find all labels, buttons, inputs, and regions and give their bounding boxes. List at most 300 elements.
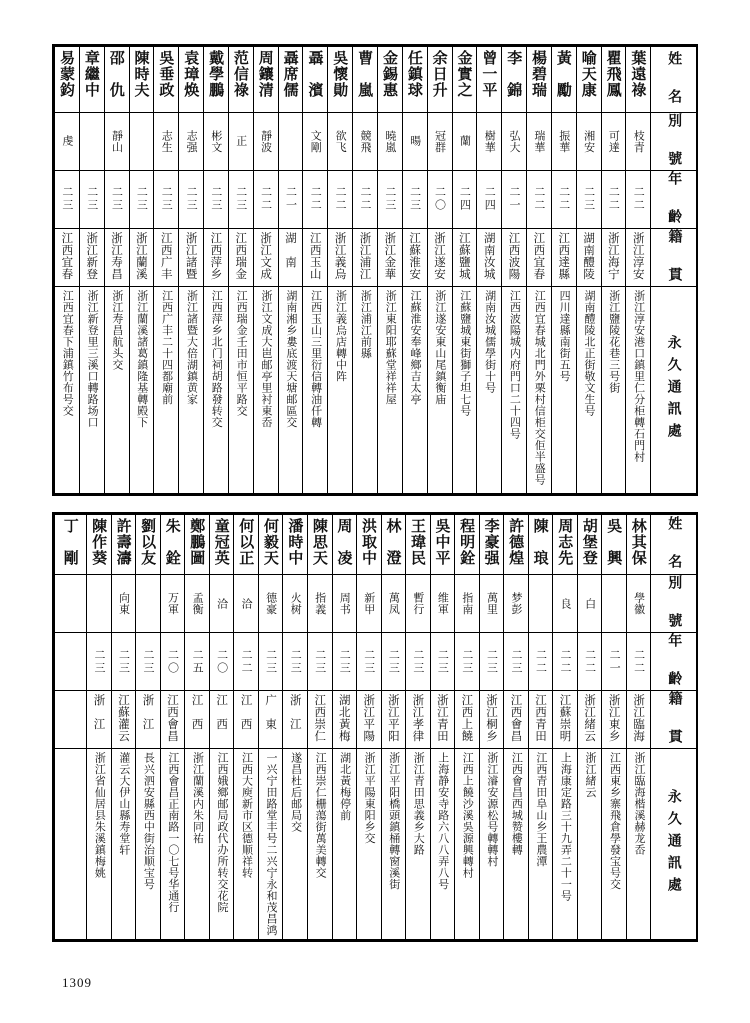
- age-text: 二三: [135, 186, 149, 213]
- cell-age: [452, 170, 477, 228]
- address-text: 湖南汝城儒學街十号: [483, 289, 497, 394]
- cell-age: [551, 170, 576, 228]
- cell-origin: [553, 691, 578, 749]
- age-text: 二三: [289, 648, 303, 675]
- address-text: 浙江平阳橋頭鎮桶轉窗溪街: [387, 752, 401, 891]
- address-text: 江西會昌正南路一〇七号华通行: [166, 752, 180, 914]
- name-text: 潘時中: [286, 518, 305, 566]
- cell-name: [234, 515, 259, 575]
- origin-text: 广 東: [264, 694, 279, 731]
- name-text: 陳思天: [310, 518, 329, 566]
- registry-table: [54, 46, 696, 494]
- origin-text: 浙江新登: [85, 231, 100, 280]
- cell-name: [601, 47, 626, 113]
- header-address: [651, 749, 696, 940]
- registry-table-bottom: [52, 512, 698, 942]
- cell-age: [455, 633, 480, 691]
- origin-text: 浙江遂安: [433, 231, 448, 280]
- alias-text: 火树: [289, 592, 303, 616]
- cell-alias: [527, 112, 552, 170]
- cell-age: [528, 633, 553, 691]
- cell-origin: [551, 228, 576, 286]
- cell-name: [111, 515, 136, 575]
- name-text: 戴學鵬: [207, 50, 226, 98]
- cell-name: [477, 47, 502, 113]
- cell-origin: [601, 228, 626, 286]
- cell-address: [601, 286, 626, 493]
- address-text: 江西娥鄉邮局政代办所转交花院: [215, 752, 229, 914]
- address-text: 江蘇淮安奉峰鄉吉太亭: [409, 289, 423, 405]
- row-alias: [55, 112, 697, 170]
- cell-origin: [136, 691, 161, 749]
- cell-name: [353, 47, 378, 113]
- address-text: 湖北黃梅停前: [338, 752, 352, 822]
- cell-alias: [228, 112, 253, 170]
- alias-text: 靜山: [110, 129, 124, 153]
- cell-name: [402, 47, 427, 113]
- origin-text: 江西會昌: [166, 694, 181, 743]
- cell-address: [357, 749, 382, 940]
- cell-age: [353, 170, 378, 228]
- cell-origin: [381, 691, 406, 749]
- name-text: 許壽濤: [114, 518, 133, 566]
- cell-age: [185, 633, 210, 691]
- cell-origin: [160, 691, 185, 749]
- cell-origin: [179, 228, 204, 286]
- name-text: 何毅天: [261, 518, 280, 566]
- cell-age: [527, 170, 552, 228]
- cell-origin: [528, 691, 553, 749]
- origin-text: 江西達縣: [557, 231, 572, 280]
- header-alias: [651, 112, 696, 170]
- address-text: 江西東乡寨飛倉學發宝号交: [608, 752, 622, 891]
- cell-origin: [129, 228, 154, 286]
- cell-age: [308, 633, 333, 691]
- cell-age: [204, 170, 229, 228]
- age-text: 二三: [582, 186, 596, 213]
- cell-origin: [455, 691, 480, 749]
- address-text: 江西青田阜山乡王農潭: [534, 752, 548, 868]
- cell-origin: [55, 228, 80, 286]
- row-name: [55, 515, 697, 575]
- name-text: 金實之: [455, 50, 474, 98]
- name-text: 章繼中: [82, 50, 101, 98]
- cell-address: [328, 286, 353, 493]
- address-text: 江西瑞金壬田市恒平路交: [235, 289, 249, 417]
- address-text: 江西大庾新市区德顺祥转: [240, 752, 254, 879]
- name-text: 鄭鵬圖: [188, 518, 207, 566]
- name-text: 洪取中: [359, 518, 378, 566]
- cell-name: [55, 47, 80, 113]
- origin-text: 江蘇崇明: [558, 694, 573, 743]
- cell-origin: [283, 691, 308, 749]
- name-text: 王瑋民: [409, 518, 427, 566]
- cell-name: [204, 47, 229, 113]
- origin-text: 湖南汝城: [482, 231, 497, 280]
- cell-address: [185, 749, 210, 940]
- cell-alias: [253, 112, 278, 170]
- row-age: [55, 633, 697, 691]
- cell-alias: [303, 112, 328, 170]
- cell-address: [204, 286, 229, 493]
- address-text: 江西广丰二十四都廟前: [160, 289, 174, 405]
- cell-origin: [332, 691, 357, 749]
- cell-name: [626, 47, 651, 113]
- origin-text: 浙江孝律: [411, 694, 426, 743]
- header-origin: [651, 228, 696, 286]
- cell-address: [452, 286, 477, 493]
- alias-text: 向東: [117, 592, 131, 616]
- alias-text: 曉嵐: [383, 129, 397, 153]
- alias-text: 志生: [160, 129, 174, 153]
- age-text: 二三: [387, 648, 401, 675]
- age-text: 二四: [458, 186, 472, 213]
- alias-text: 暫行: [411, 592, 425, 616]
- cell-name: [104, 47, 129, 113]
- cell-age: [576, 170, 601, 228]
- alias-text: 彬文: [209, 129, 223, 153]
- age-text: 二三: [338, 648, 352, 675]
- cell-origin: [308, 691, 333, 749]
- name-text: 林其保: [629, 518, 648, 566]
- cell-age: [601, 170, 626, 228]
- cell-alias: [504, 575, 529, 633]
- cell-name: [455, 515, 480, 575]
- alias-text: 指南: [460, 592, 474, 616]
- cell-origin: [626, 691, 651, 749]
- origin-text: 江蘇灌云: [116, 694, 131, 743]
- origin-text: 江西上饒: [460, 694, 475, 743]
- age-text: 二〇: [433, 186, 447, 213]
- cell-name: [160, 515, 185, 575]
- age-text: 二二: [607, 186, 621, 213]
- age-text: 二三: [209, 186, 223, 213]
- origin-text: 浙江平阳: [386, 694, 401, 743]
- cell-origin: [427, 228, 452, 286]
- origin-text: 江西宜春: [60, 231, 75, 280]
- origin-text: 浙 江: [92, 694, 107, 731]
- cell-alias: [55, 112, 80, 170]
- cell-age: [79, 170, 104, 228]
- cell-name: [626, 515, 651, 575]
- origin-text: 浙江諸暨: [184, 231, 199, 280]
- address-text: 浙江新登里三溪口轉路场口: [86, 289, 100, 428]
- age-text: 二三: [110, 186, 124, 213]
- alias-text: 正: [234, 135, 248, 147]
- name-text: 周鑲清: [256, 50, 275, 98]
- cell-name: [528, 515, 553, 575]
- cell-address: [502, 286, 527, 493]
- alias-text: 萬里: [485, 592, 499, 616]
- alias-text: 振華: [557, 129, 571, 153]
- cell-age: [104, 170, 129, 228]
- cell-name: [328, 47, 353, 113]
- cell-address: [258, 749, 283, 940]
- origin-text: 浙 江: [288, 694, 303, 731]
- age-text: 二一: [608, 648, 622, 675]
- origin-text: 浙江青田: [435, 694, 450, 743]
- cell-origin: [104, 228, 129, 286]
- name-text: 何以正: [237, 518, 256, 566]
- age-text: 二四: [483, 186, 497, 213]
- cell-address: [553, 749, 578, 940]
- alias-text: 蘭: [458, 135, 472, 147]
- header-age-text: 年 齡: [666, 170, 683, 228]
- cell-age: [179, 170, 204, 228]
- header-name: [651, 515, 696, 575]
- cell-address: [283, 749, 308, 940]
- age-text: 二三: [436, 648, 450, 675]
- cell-age: [381, 633, 406, 691]
- cell-age: [154, 170, 179, 228]
- age-text: 二二: [534, 648, 548, 675]
- cell-address: [430, 749, 455, 940]
- cell-alias: [502, 112, 527, 170]
- cell-origin: [204, 228, 229, 286]
- cell-age: [209, 633, 234, 691]
- cell-name: [504, 515, 529, 575]
- alias-text: 競飛: [358, 129, 372, 153]
- age-text: 二三: [313, 648, 327, 675]
- cell-alias: [601, 112, 626, 170]
- cell-alias: [87, 575, 112, 633]
- name-text: 陳時夫: [132, 50, 151, 98]
- age-text: 二一: [284, 186, 298, 213]
- cell-age: [477, 170, 502, 228]
- name-text: 范信祿: [231, 50, 250, 98]
- header-alias-text: 別 號: [666, 575, 683, 633]
- origin-text: 江蘇淮安: [408, 231, 423, 280]
- cell-address: [477, 286, 502, 493]
- cell-name: [228, 47, 253, 113]
- cell-origin: [626, 228, 651, 286]
- cell-alias: [185, 575, 210, 633]
- address-text: 浙江蘭溪内朱同祐: [191, 752, 205, 845]
- page-folio: 1309: [62, 975, 92, 990]
- cell-address: [253, 286, 278, 493]
- cell-address: [154, 286, 179, 493]
- cell-address: [626, 286, 651, 493]
- address-text: 湖南湘乡婁底渡天塘邮區交: [284, 289, 298, 428]
- header-alias-text: 別 號: [666, 112, 683, 170]
- name-text: 李 錦: [505, 50, 524, 98]
- cell-age: [278, 170, 303, 228]
- name-text: 聶席儒: [281, 50, 300, 98]
- name-text: 聶 濱: [306, 50, 325, 98]
- cell-origin: [402, 228, 427, 286]
- age-text: 二三: [408, 186, 422, 213]
- age-text: 二三: [92, 648, 106, 675]
- cell-origin: [258, 691, 283, 749]
- cell-age: [55, 170, 80, 228]
- cell-alias: [129, 112, 154, 170]
- header-origin: [651, 691, 696, 749]
- cell-name: [553, 515, 578, 575]
- cell-alias: [430, 575, 455, 633]
- address-text: 浙江遂安東山尾鎮衡庙: [433, 289, 447, 405]
- header-origin-text: 籍 貫: [666, 228, 683, 286]
- address-text: 浙江文成大岜邮亭里衬東岙: [259, 289, 273, 428]
- cell-alias: [427, 112, 452, 170]
- cell-alias: [353, 112, 378, 170]
- alias-text: 瑞華: [532, 129, 546, 153]
- address-text: 四川達縣南街五号: [558, 289, 572, 382]
- origin-text: 浙江文成: [259, 231, 274, 280]
- cell-address: [353, 286, 378, 493]
- cell-origin: [328, 228, 353, 286]
- cell-name: [253, 47, 278, 113]
- origin-text: 江西青田: [534, 694, 548, 743]
- age-text: 二三: [362, 648, 376, 675]
- cell-age: [111, 633, 136, 691]
- cell-address: [551, 286, 576, 493]
- cell-origin: [527, 228, 552, 286]
- cell-alias: [455, 575, 480, 633]
- origin-text: 浙江蘭溪: [134, 231, 149, 280]
- cell-address: [602, 749, 627, 940]
- cell-alias: [111, 575, 136, 633]
- age-text: 二二: [557, 186, 571, 213]
- name-text: 吳中平: [433, 518, 452, 566]
- address-text: 江西上饒沙溪吳源興轉村: [461, 752, 475, 879]
- alias-text: 梦彭: [509, 592, 523, 616]
- cell-alias: [332, 575, 357, 633]
- age-text: 二五: [191, 648, 205, 675]
- cell-address: [104, 286, 129, 493]
- age-text: 二二: [309, 186, 323, 213]
- name-text: 朱 銓: [163, 518, 182, 566]
- cell-name: [332, 515, 357, 575]
- address-text: 江西宜春下浦鎮竹布号交: [61, 289, 75, 417]
- cell-alias: [79, 112, 104, 170]
- age-text: 二三: [234, 186, 248, 213]
- cell-alias: [553, 575, 578, 633]
- cell-name: [79, 47, 104, 113]
- cell-address: [87, 749, 112, 940]
- origin-text: 浙江義烏: [333, 231, 348, 280]
- address-text: 江西宜春城北門外栗村信柜交佢半盛号: [533, 289, 547, 486]
- row-name: [55, 47, 697, 113]
- header-age: [651, 170, 696, 228]
- cell-address: [278, 286, 303, 493]
- address-text: 灌云大伊山縣寿堂轩: [117, 752, 131, 856]
- origin-text: 江西广丰: [159, 231, 174, 280]
- name-text: 林 澄: [384, 518, 403, 566]
- cell-name: [185, 515, 210, 575]
- cell-age: [504, 633, 529, 691]
- cell-alias: [55, 575, 87, 633]
- alias-text: 冠群: [433, 129, 447, 153]
- alias-text: 枝青: [632, 129, 646, 153]
- header-name-text: 姓 名: [666, 50, 683, 108]
- name-text: 吳懷勛: [331, 50, 350, 98]
- cell-alias: [479, 575, 504, 633]
- cell-address: [111, 749, 136, 940]
- name-text: 周 凌: [335, 518, 354, 566]
- cell-origin: [55, 691, 87, 749]
- cell-origin: [406, 691, 431, 749]
- alias-text: 湘安: [582, 129, 596, 153]
- age-text: 二三: [383, 186, 397, 213]
- cell-address: [626, 749, 651, 940]
- cell-age: [357, 633, 382, 691]
- cell-name: [209, 515, 234, 575]
- name-text: 童冠英: [212, 518, 231, 566]
- cell-name: [381, 515, 406, 575]
- age-text: 二一: [508, 186, 522, 213]
- name-text: 金錫惠: [380, 50, 399, 98]
- cell-origin: [504, 691, 529, 749]
- cell-origin: [234, 691, 259, 749]
- origin-text: 浙江金華: [383, 231, 398, 280]
- name-text: 周志先: [556, 518, 575, 566]
- cell-origin: [357, 691, 382, 749]
- age-text: 二二: [632, 648, 646, 675]
- cell-origin: [111, 691, 136, 749]
- cell-name: [357, 515, 382, 575]
- cell-origin: [278, 228, 303, 286]
- cell-alias: [278, 112, 303, 170]
- cell-age: [479, 633, 504, 691]
- alias-text: 维軍: [436, 592, 450, 616]
- cell-age: [253, 170, 278, 228]
- cell-origin: [430, 691, 455, 749]
- origin-text: 江蘇鹽城: [457, 231, 472, 280]
- cell-origin: [577, 691, 602, 749]
- name-text: 任鎮球: [405, 50, 424, 98]
- cell-name: [303, 47, 328, 113]
- row-address: [55, 286, 697, 493]
- cell-age: [258, 633, 283, 691]
- age-text: 二三: [160, 186, 174, 213]
- alias-text: 可達: [607, 129, 621, 153]
- cell-origin: [209, 691, 234, 749]
- alias-text: 洽: [215, 598, 229, 610]
- cell-age: [55, 633, 87, 691]
- cell-origin: [502, 228, 527, 286]
- origin-text: 浙江東乡: [607, 694, 622, 743]
- name-text: 曹 嵐: [356, 50, 375, 98]
- cell-name: [87, 515, 112, 575]
- origin-text: 浙江緒云: [583, 694, 598, 743]
- age-text: 二三: [411, 648, 425, 675]
- row-address: [55, 749, 697, 940]
- cell-alias: [160, 575, 185, 633]
- alias-text: 周书: [338, 592, 352, 616]
- cell-alias: [576, 112, 601, 170]
- alias-text: 樹華: [483, 129, 497, 153]
- cell-alias: [626, 575, 651, 633]
- age-text: 二三: [185, 186, 199, 213]
- cell-alias: [577, 575, 602, 633]
- name-text: 劉以友: [139, 518, 158, 566]
- age-text: 二三: [117, 648, 131, 675]
- header-name-text: 姓 名: [666, 516, 683, 574]
- cell-name: [129, 47, 154, 113]
- cell-alias: [154, 112, 179, 170]
- cell-alias: [179, 112, 204, 170]
- cell-name: [406, 515, 431, 575]
- cell-name: [527, 47, 552, 113]
- cell-address: [455, 749, 480, 940]
- origin-text: 江西會昌: [509, 694, 524, 743]
- cell-age: [402, 170, 427, 228]
- origin-text: 江 西: [190, 694, 205, 731]
- address-text: 一兴宁田路堂丰号二兴宁永和茂昌鸿: [265, 752, 279, 937]
- cell-address: [209, 749, 234, 940]
- address-text: 浙江淳安港口鎮里仁分柜轉石門村: [632, 289, 646, 463]
- cell-alias: [402, 112, 427, 170]
